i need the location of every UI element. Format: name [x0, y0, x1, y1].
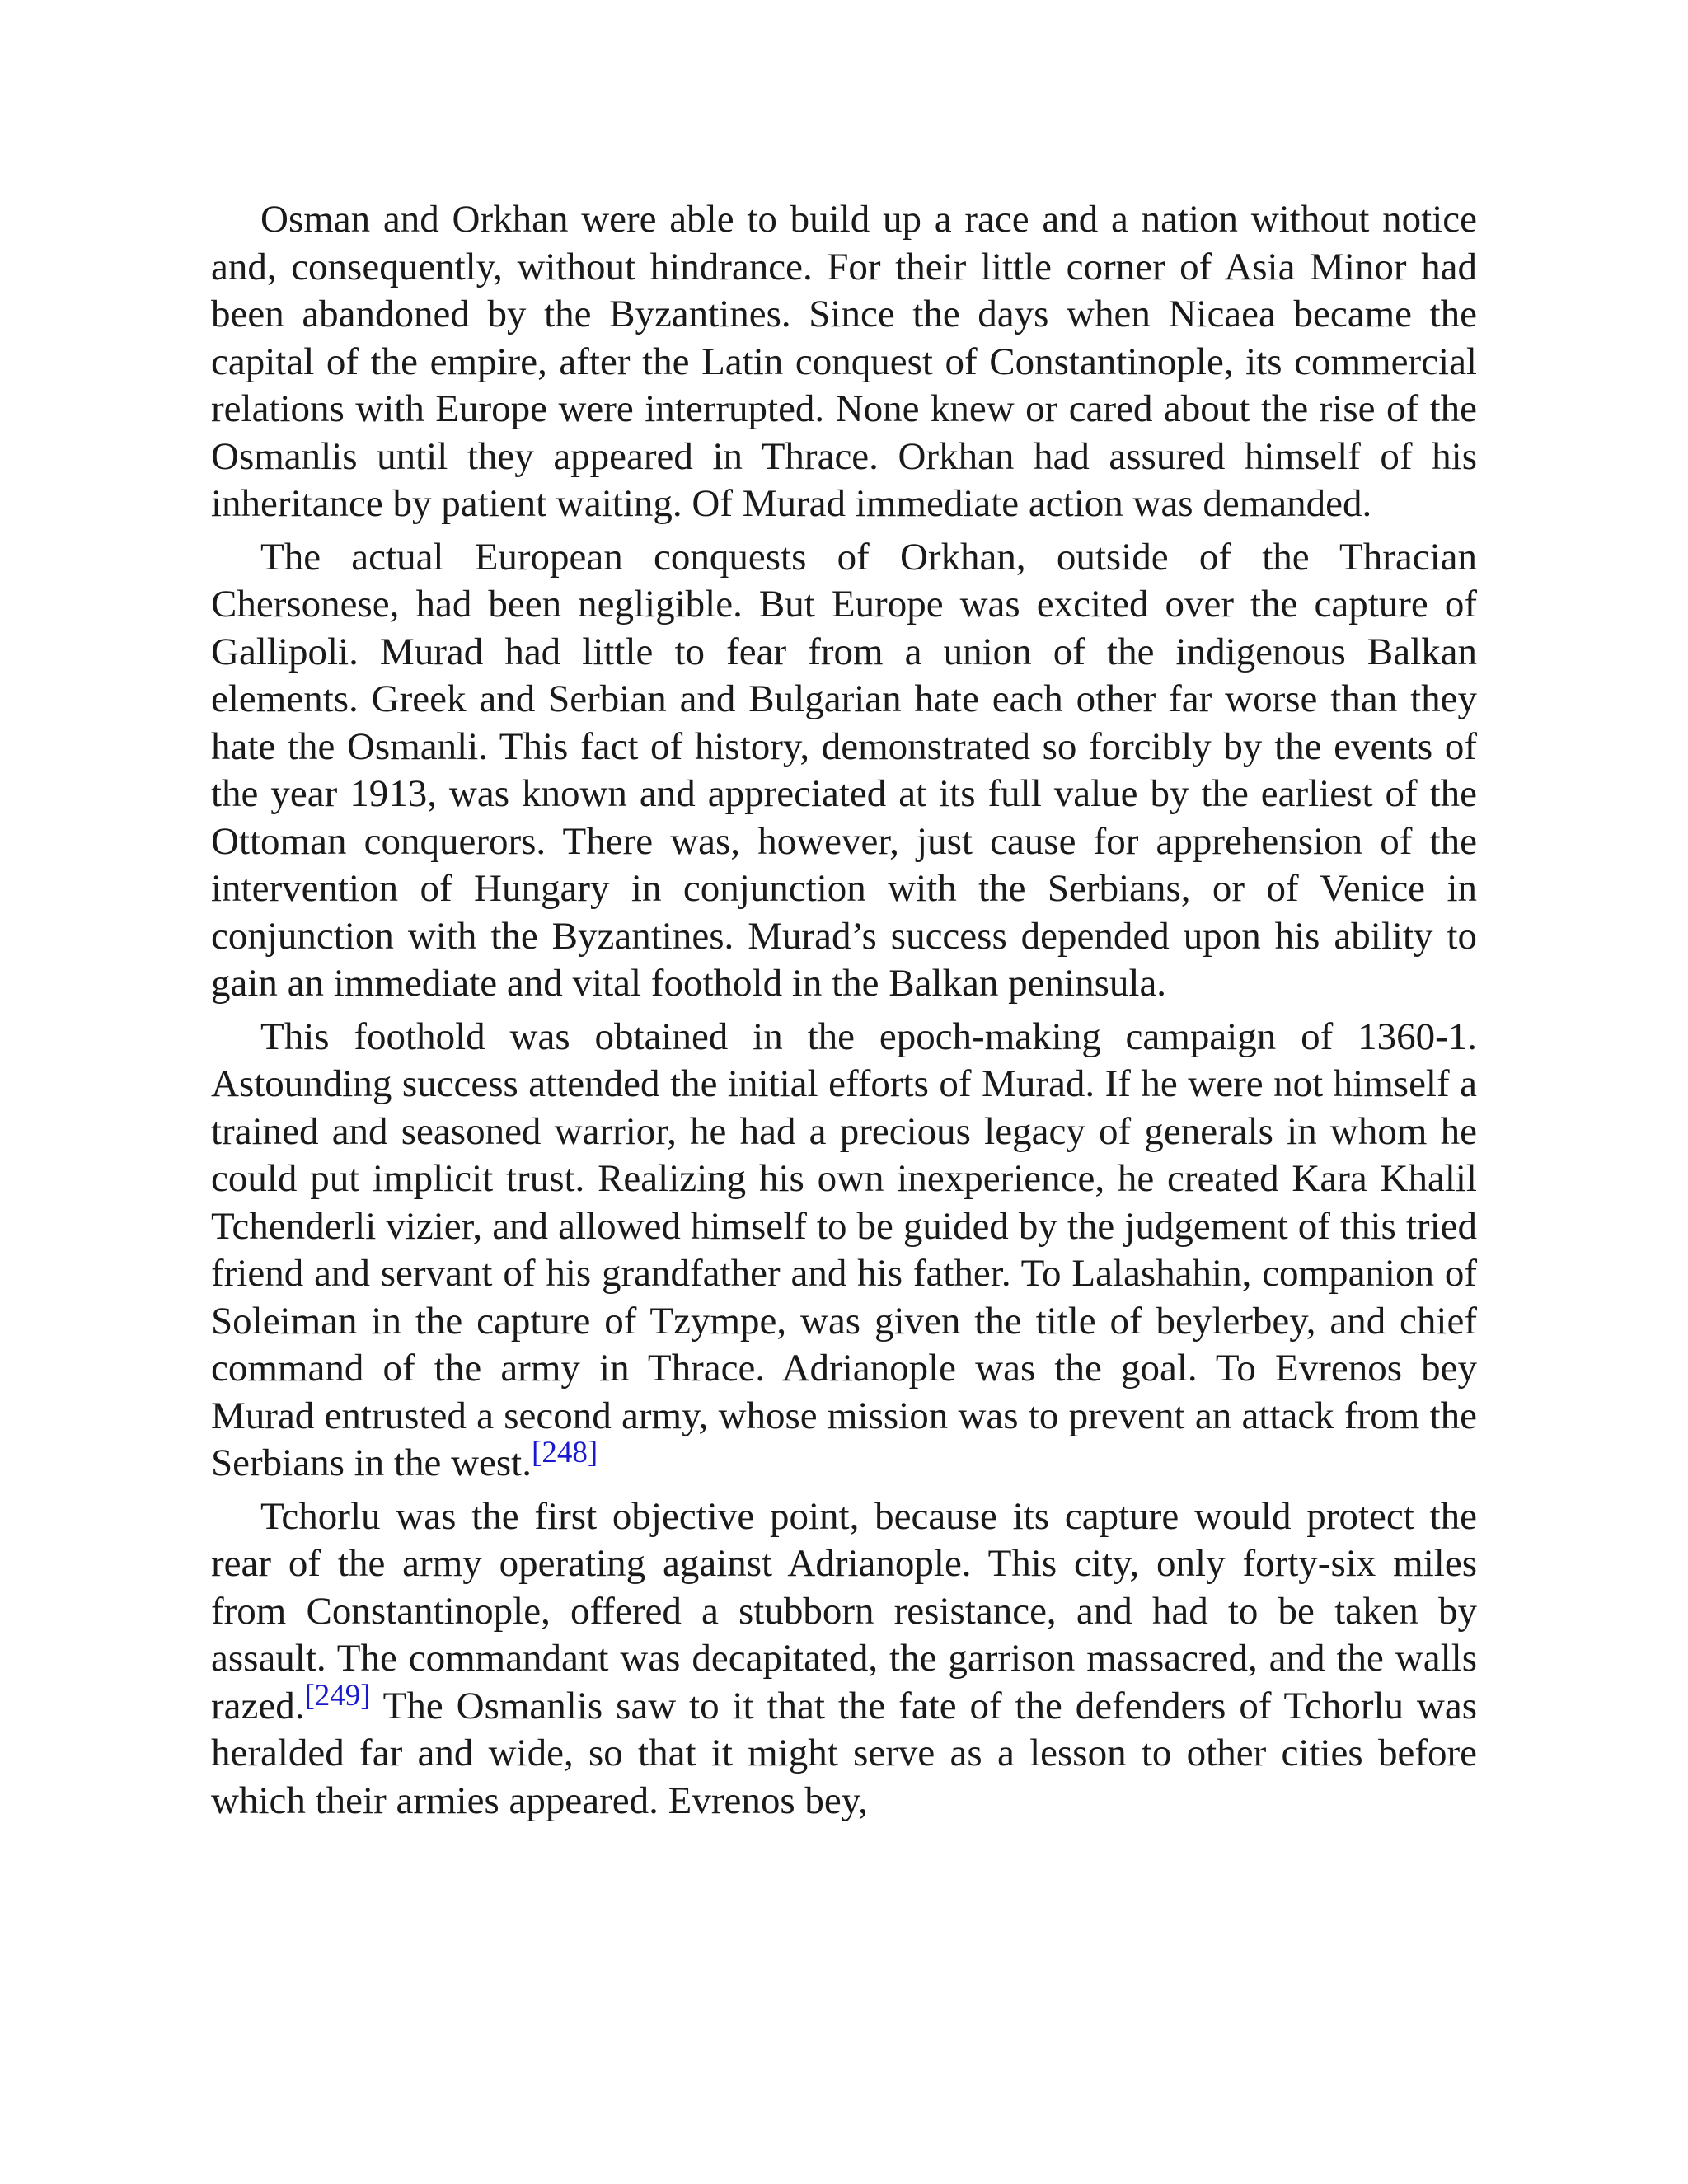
footnote-link-248[interactable]: [248] — [532, 1436, 598, 1469]
paragraph-text: The actual European conquests of Orkhan, outside of the Thracian Chersonese, had been negligible. But Europe was excited over the capture of Gallipoli. Murad had little to fear from a union of the indigenous Balkan elements. Greek and Serbian and Bulgarian hate each other far worse than they hate the Osmanli. This fact of history, demonstrated so forcibly by the events of the year 1913, was known and appreciated at its full value by the earliest of the Ottoman conquerors. There was, however, just cause for apprehension of the intervention of Hungary in conjunction with the Serbians, or of Venice in conjunction with the Byzantines. Murad’s success depended upon his ability to gain an immediate and vital foothold in the Balkan peninsula. — [211, 535, 1477, 1005]
paragraph-text: Tchorlu was the first objective point, because its capture would protect the rear of the army operating against Adrianople. This city, only forty-six miles from Constantinople, offered a stubborn resistance, and had to be taken by assault. The commandant was decapitated, the garrison massacred, and the walls razed. — [211, 1494, 1477, 1727]
paragraph-text: Osman and Orkhan were able to build up a race and a nation without notice and, consequently, without hindrance. For their little corner of Asia Minor had been abandoned by the Byzantines. Since the days when Nicaea became the capital of the empire, after the Latin conquest of Constantinople, its commercial relations with Europe were interrupted. None knew or cared about the rise of the Osmanlis until they appeared in Thrace. Orkhan had assured himself of his inheritance by patient waiting. Of Murad immediate action was demanded. — [211, 198, 1477, 525]
footnote-link-249[interactable]: [249] — [304, 1678, 371, 1713]
paragraph-3 — [211, 1014, 1477, 1488]
body-text — [211, 196, 1477, 1830]
paragraph-4 — [211, 1493, 1477, 1825]
paragraph-2 — [211, 534, 1477, 1008]
paragraph-text: This foothold was obtained in the epoch-making campaign of 1360-1. Astounding success attended the initial efforts of Murad. If he were not himself a trained and seasoned warrior, he had a precious legacy of generals in whom he could put implicit trust. Realizing his own inexperience, he created Kara Khalil Tchenderli vizier, and allowed himself to be guided by the judgement of this tried friend and servant of his grandfather and his father. To Lalashahin, companion of Soleiman in the capture of Tzympe, was given the title of beylerbey, and chief command of the army in Thrace. Adrianople was the goal. To Evrenos bey Murad entrusted a second army, whose mission was to prevent an attack from the Serbians in the west. — [211, 1015, 1477, 1484]
paragraph-text: The Osmanlis saw to it that the fate of the defenders of Tchorlu was heralded far and wide, so that it might serve as a lesson to other cities before which their armies appeared. Evrenos bey, — [211, 1684, 1477, 1822]
paragraph-1 — [211, 196, 1477, 528]
